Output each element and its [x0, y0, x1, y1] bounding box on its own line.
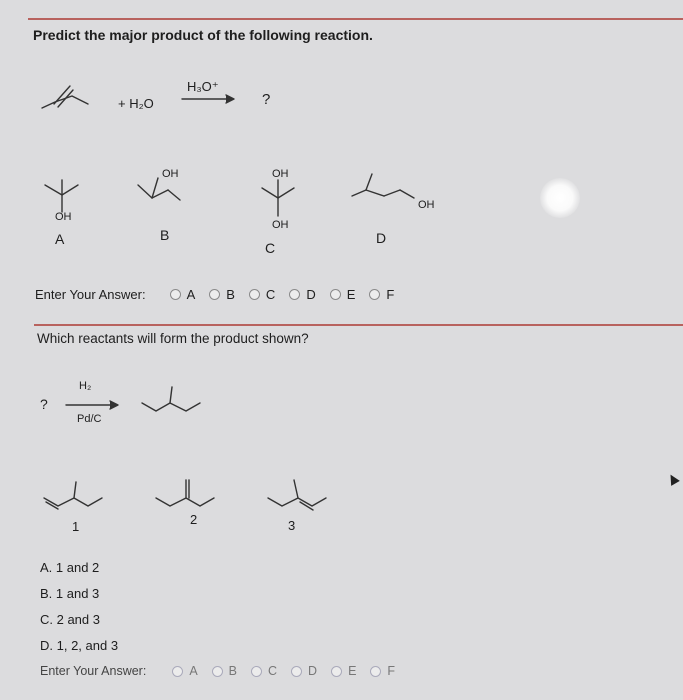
q2-radio-b[interactable]: B [212, 664, 237, 678]
q2-options-list [40, 555, 118, 659]
q2-radio-f[interactable]: F [370, 664, 395, 678]
q2-reactant-question-mark: ? [40, 396, 48, 412]
q2-radio-e[interactable]: E [331, 664, 356, 678]
structure-1-label: 1 [72, 519, 80, 534]
q2-reagent-pdc: Pd/C [77, 413, 102, 425]
q2-option-b: B. 1 and 3 [40, 586, 100, 601]
choice-c-label: C [265, 240, 276, 256]
question2-title: Which reactants will form the product shown? [37, 331, 309, 346]
choice-a-oh: OH [55, 211, 72, 223]
q1-radio-c[interactable]: C [249, 287, 275, 302]
reagent-water: + H₂O [118, 96, 154, 111]
choice-c-oh-bottom: OH [272, 219, 289, 231]
product-question-mark: ? [262, 91, 271, 108]
catalyst-label: H₃O⁺ [187, 79, 219, 94]
structure-3-label: 3 [288, 518, 296, 533]
q2-option-c: C. 2 and 3 [40, 612, 100, 627]
q2-option-d: D. 1, 2, and 3 [40, 638, 119, 653]
question2-answer-prompt: Enter Your Answer: [40, 664, 147, 678]
question1-answer-prompt: Enter Your Answer: [35, 287, 146, 302]
q2-radio-a[interactable]: A [172, 664, 197, 678]
choice-d-label: D [376, 230, 387, 246]
question1-title: Predict the major product of the following reaction. [33, 27, 373, 43]
q1-radio-f[interactable]: F [369, 287, 394, 302]
choice-c-oh-top: OH [272, 168, 289, 180]
q1-radio-d[interactable]: D [289, 287, 315, 302]
q2-option-a: A. 1 and 2 [40, 560, 100, 575]
question2-answer-row [40, 664, 409, 678]
q2-radio-d[interactable]: D [291, 664, 317, 678]
q1-radio-b[interactable]: B [209, 287, 235, 302]
choice-a-label: A [55, 231, 65, 247]
q1-radio-a[interactable]: A [170, 287, 196, 302]
q2-reagent-h2: H₂ [79, 380, 92, 392]
choice-b-oh: OH [162, 168, 179, 180]
choice-d-oh: OH [418, 199, 435, 211]
q1-radio-e[interactable]: E [330, 287, 356, 302]
q2-radio-c[interactable]: C [251, 664, 277, 678]
structure-2-label: 2 [190, 512, 198, 527]
choice-b-label: B [160, 227, 170, 243]
